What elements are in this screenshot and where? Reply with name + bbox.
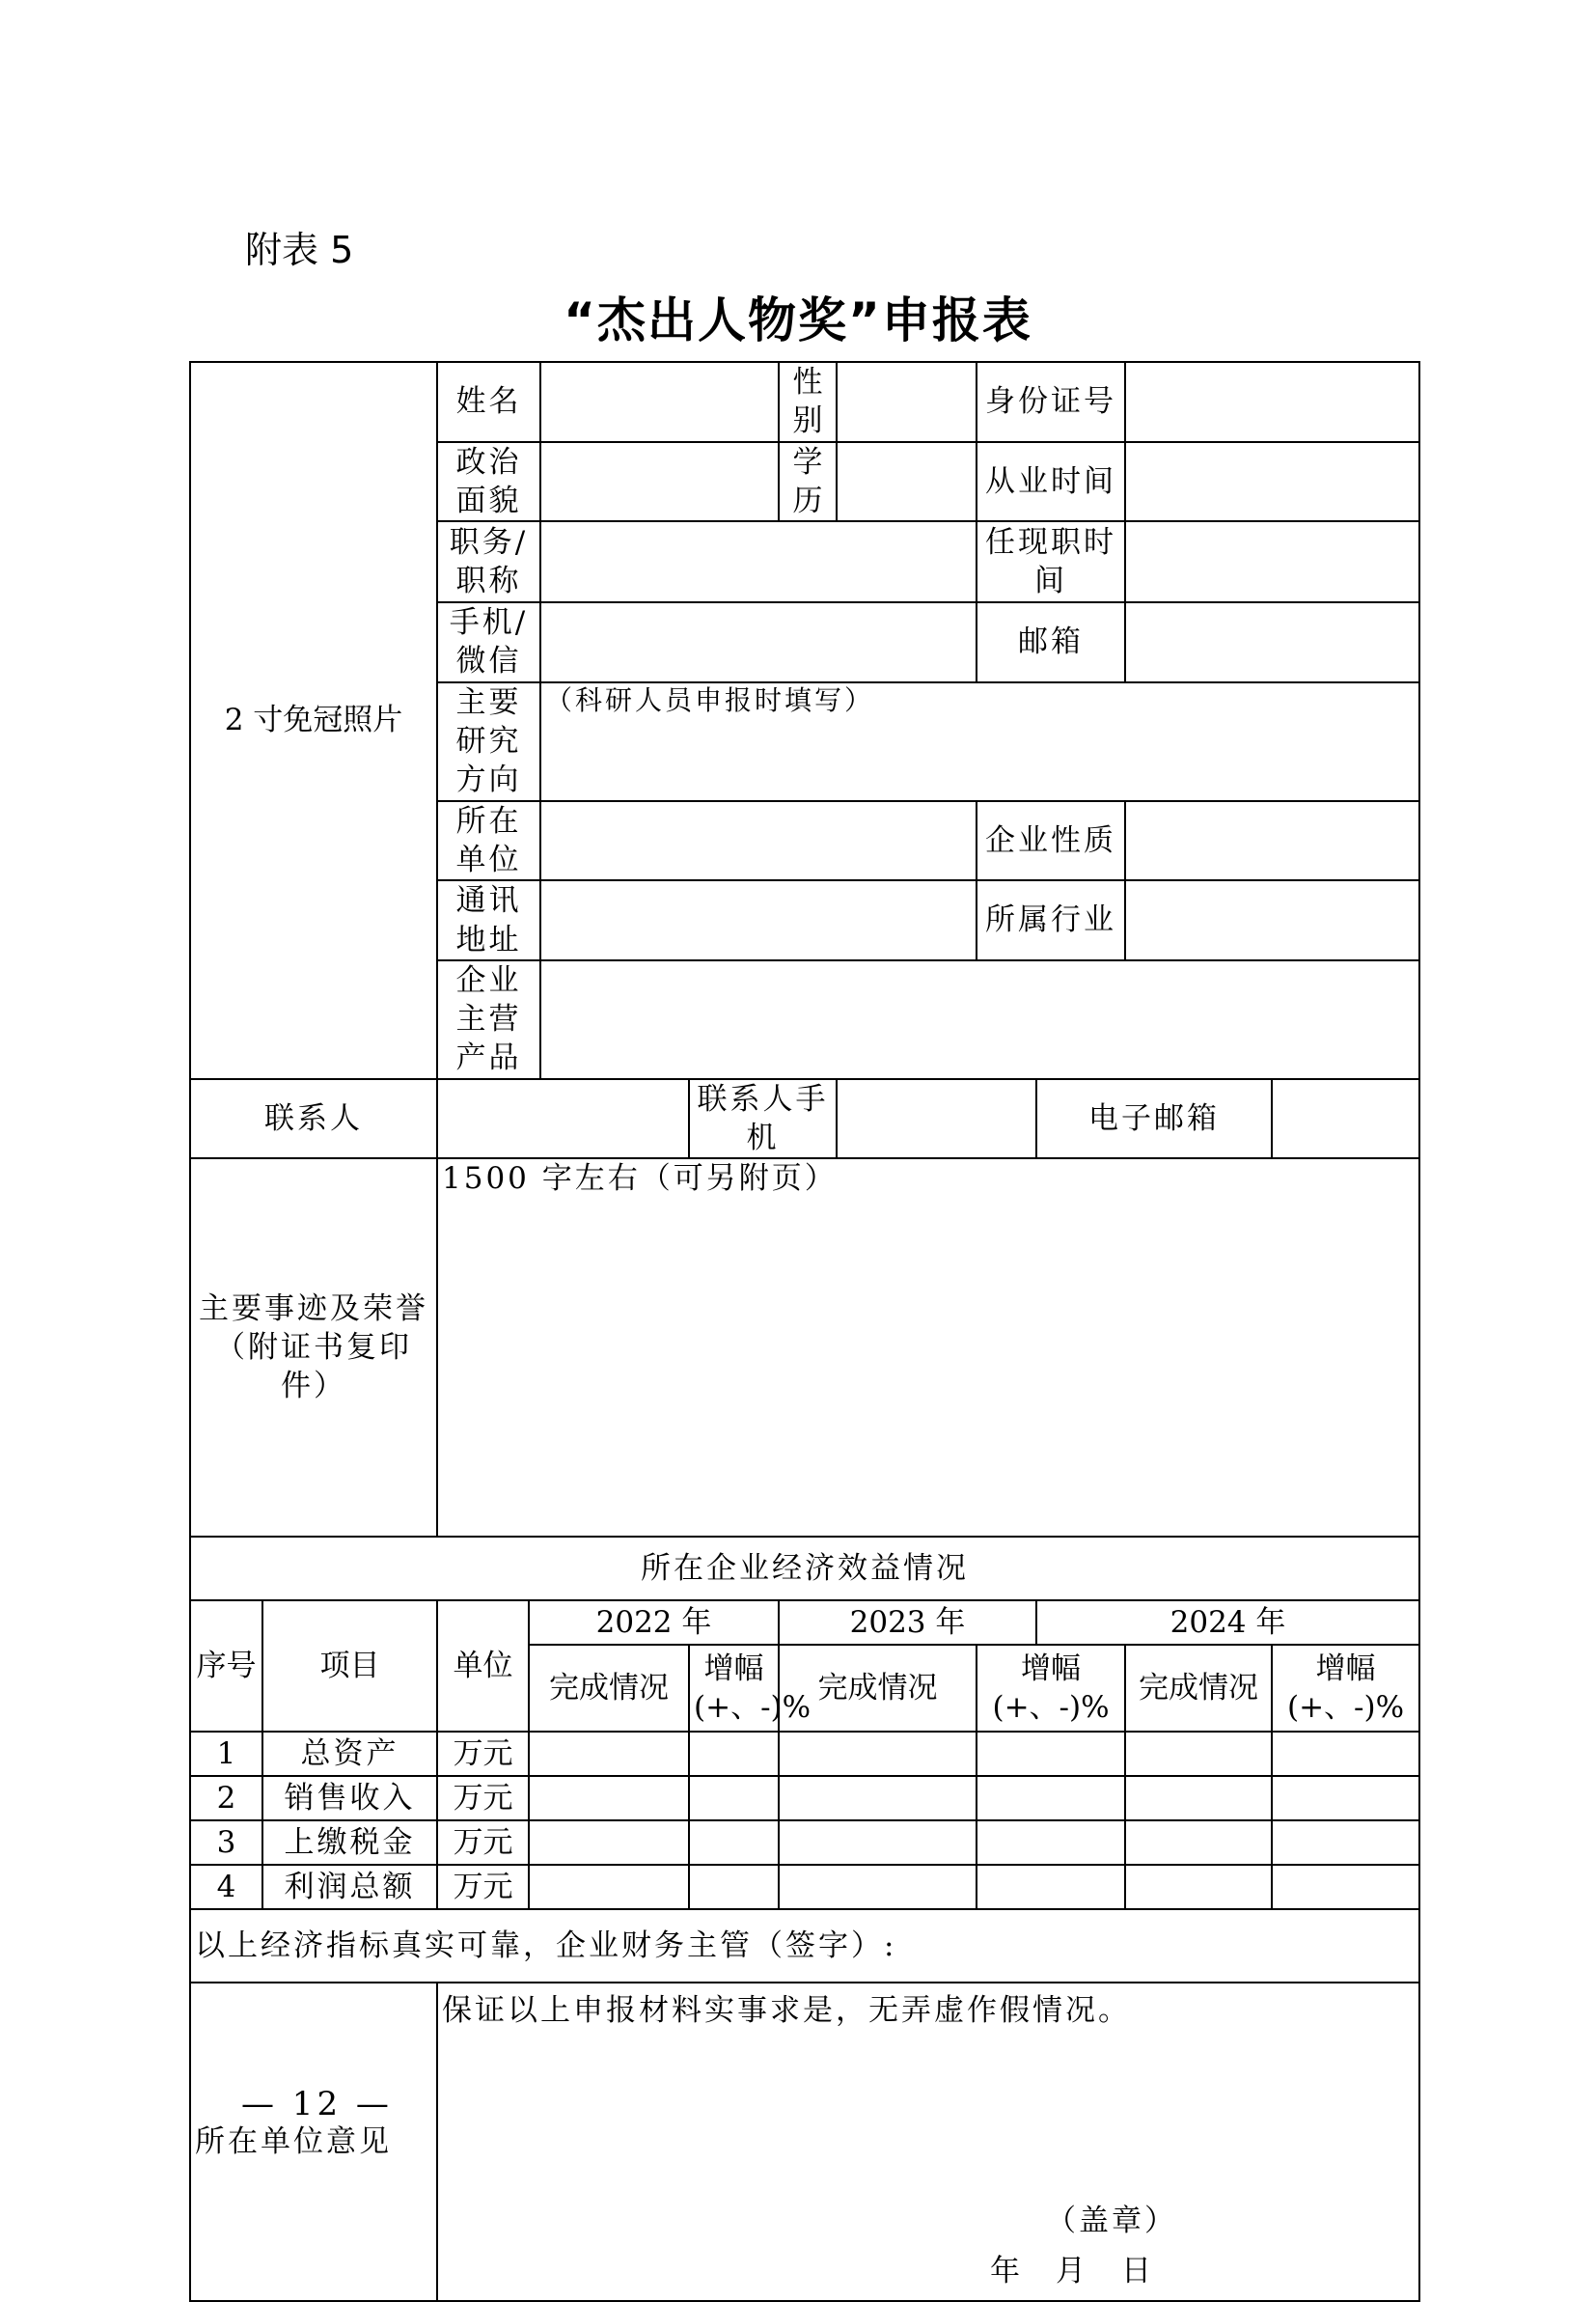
contact-person-field[interactable]	[437, 1079, 689, 1159]
cell-2023-growth[interactable]	[977, 1732, 1125, 1776]
name-label: 姓名	[437, 362, 540, 442]
name-field[interactable]	[540, 362, 779, 442]
main-products-label: 企业主营产品	[437, 960, 540, 1079]
gender-field[interactable]	[837, 362, 977, 442]
achievements-label	[190, 1158, 437, 1537]
cell-2024-growth[interactable]	[1272, 1820, 1419, 1865]
gender-label: 性别	[779, 362, 837, 442]
email-label: 邮箱	[977, 602, 1125, 682]
enterprise-type-field[interactable]	[1125, 801, 1419, 881]
organization-field[interactable]	[540, 801, 977, 881]
date-label: 年 月 日	[990, 2254, 1155, 2289]
contact-person-label: 联系人	[190, 1079, 437, 1159]
growth-header-2024: 增幅(+、-)%	[1272, 1645, 1419, 1732]
year-2024-header: 2024 年	[1036, 1600, 1419, 1645]
economic-section-title: 所在企业经济效益情况	[190, 1537, 1419, 1600]
address-label: 通讯地址	[437, 880, 540, 960]
row-index: 1	[190, 1732, 262, 1776]
id-number-field[interactable]	[1125, 362, 1419, 442]
row-item: 销售收入	[262, 1776, 437, 1820]
cell-2023-completion[interactable]	[779, 1732, 977, 1776]
contact-email-field[interactable]	[1272, 1079, 1419, 1159]
cell-2023-growth[interactable]	[977, 1820, 1125, 1865]
cell-2023-growth[interactable]	[977, 1865, 1125, 1909]
cell-2022-growth[interactable]	[689, 1865, 779, 1909]
political-status-label: 政治面貌	[437, 442, 540, 522]
finance-statement[interactable]: 以上经济指标真实可靠，企业财务主管（签字）:	[190, 1909, 1419, 1983]
cell-2022-growth[interactable]	[689, 1820, 779, 1865]
achievements-field[interactable]: 1500 字左右（可另附页）	[437, 1158, 1419, 1537]
year-2023-header: 2023 年	[779, 1600, 1036, 1645]
education-field[interactable]	[837, 442, 977, 522]
phone-wechat-field[interactable]	[540, 602, 977, 682]
enterprise-type-label: 企业性质	[977, 801, 1125, 881]
current-position-time-label: 任现职时间	[977, 521, 1125, 602]
cell-2022-completion[interactable]	[529, 1865, 689, 1909]
main-products-field[interactable]	[540, 960, 1419, 1079]
cell-2023-completion[interactable]	[779, 1820, 977, 1865]
cell-2022-completion[interactable]	[529, 1776, 689, 1820]
cell-2024-growth[interactable]	[1272, 1732, 1419, 1776]
achievements-label-line2: （附证书复印件）	[215, 1330, 412, 1404]
opinion-field[interactable]	[437, 1983, 1419, 2301]
col-index-header: 序号	[190, 1600, 262, 1732]
contact-phone-field[interactable]	[837, 1079, 1036, 1159]
political-status-field[interactable]	[540, 442, 779, 522]
address-field[interactable]	[540, 880, 977, 960]
year-2022-header: 2022 年	[529, 1600, 779, 1645]
row-index: 2	[190, 1776, 262, 1820]
row-item: 利润总额	[262, 1865, 437, 1909]
industry-label: 所属行业	[977, 880, 1125, 960]
table-row	[190, 1776, 1419, 1820]
contact-phone-label: 联系人手机	[689, 1079, 837, 1159]
cell-2023-completion[interactable]	[779, 1776, 977, 1820]
col-item-header: 项目	[262, 1600, 437, 1732]
organization-label: 所在单位	[437, 801, 540, 881]
cell-2024-growth[interactable]	[1272, 1865, 1419, 1909]
appendix-label: 附表 5	[245, 229, 354, 271]
id-number-label: 身份证号	[977, 362, 1125, 442]
cell-2022-completion[interactable]	[529, 1732, 689, 1776]
achievements-label-line1: 主要事迹及荣誉	[199, 1290, 428, 1326]
application-form	[189, 361, 1420, 2302]
cell-2024-completion[interactable]	[1125, 1820, 1272, 1865]
email-field[interactable]	[1125, 602, 1419, 682]
row-item: 总资产	[262, 1732, 437, 1776]
cell-2024-completion[interactable]	[1125, 1732, 1272, 1776]
table-row	[190, 1865, 1419, 1909]
seal-label: （盖章）	[1046, 2204, 1178, 2239]
row-index: 3	[190, 1820, 262, 1865]
work-time-label: 从业时间	[977, 442, 1125, 522]
phone-wechat-label: 手机/微信	[437, 602, 540, 682]
cell-2022-growth[interactable]	[689, 1732, 779, 1776]
cell-2023-completion[interactable]	[779, 1865, 977, 1909]
cell-2024-completion[interactable]	[1125, 1776, 1272, 1820]
research-direction-field[interactable]: （科研人员申报时填写）	[540, 682, 1419, 801]
completion-header-2023: 完成情况	[779, 1645, 977, 1732]
opinion-label: 所在单位意见	[190, 1983, 437, 2301]
work-time-field[interactable]	[1125, 442, 1419, 522]
industry-field[interactable]	[1125, 880, 1419, 960]
col-unit-header: 单位	[437, 1600, 529, 1732]
growth-header-2023: 增幅(+、-)%	[977, 1645, 1125, 1732]
row-item: 上缴税金	[262, 1820, 437, 1865]
research-direction-label: 主要研究方向	[437, 682, 540, 801]
completion-header-2024: 完成情况	[1125, 1645, 1272, 1732]
row-index: 4	[190, 1865, 262, 1909]
education-label: 学历	[779, 442, 837, 522]
table-row	[190, 1820, 1419, 1865]
growth-header-2022: 增幅(+、-)%	[689, 1645, 779, 1732]
row-unit: 万元	[437, 1732, 529, 1776]
cell-2024-growth[interactable]	[1272, 1776, 1419, 1820]
contact-email-label: 电子邮箱	[1036, 1079, 1272, 1159]
position-label: 职务/职称	[437, 521, 540, 602]
row-unit: 万元	[437, 1776, 529, 1820]
form-title: “杰出人物奖”申报表	[564, 292, 1032, 348]
row-unit: 万元	[437, 1820, 529, 1865]
completion-header-2022: 完成情况	[529, 1645, 689, 1732]
opinion-guarantee: 保证以上申报材料实事求是，无弄虚作假情况。	[442, 1993, 1132, 2029]
cell-2022-growth[interactable]	[689, 1776, 779, 1820]
photo-cell[interactable]: 2 寸免冠照片	[190, 362, 437, 1079]
position-field[interactable]	[540, 521, 977, 602]
cell-2024-completion[interactable]	[1125, 1865, 1272, 1909]
page-number: — 12 —	[241, 2085, 393, 2123]
cell-2023-growth[interactable]	[977, 1776, 1125, 1820]
current-position-time-field[interactable]	[1125, 521, 1419, 602]
table-row	[190, 1732, 1419, 1776]
row-unit: 万元	[437, 1865, 529, 1909]
cell-2022-completion[interactable]	[529, 1820, 689, 1865]
